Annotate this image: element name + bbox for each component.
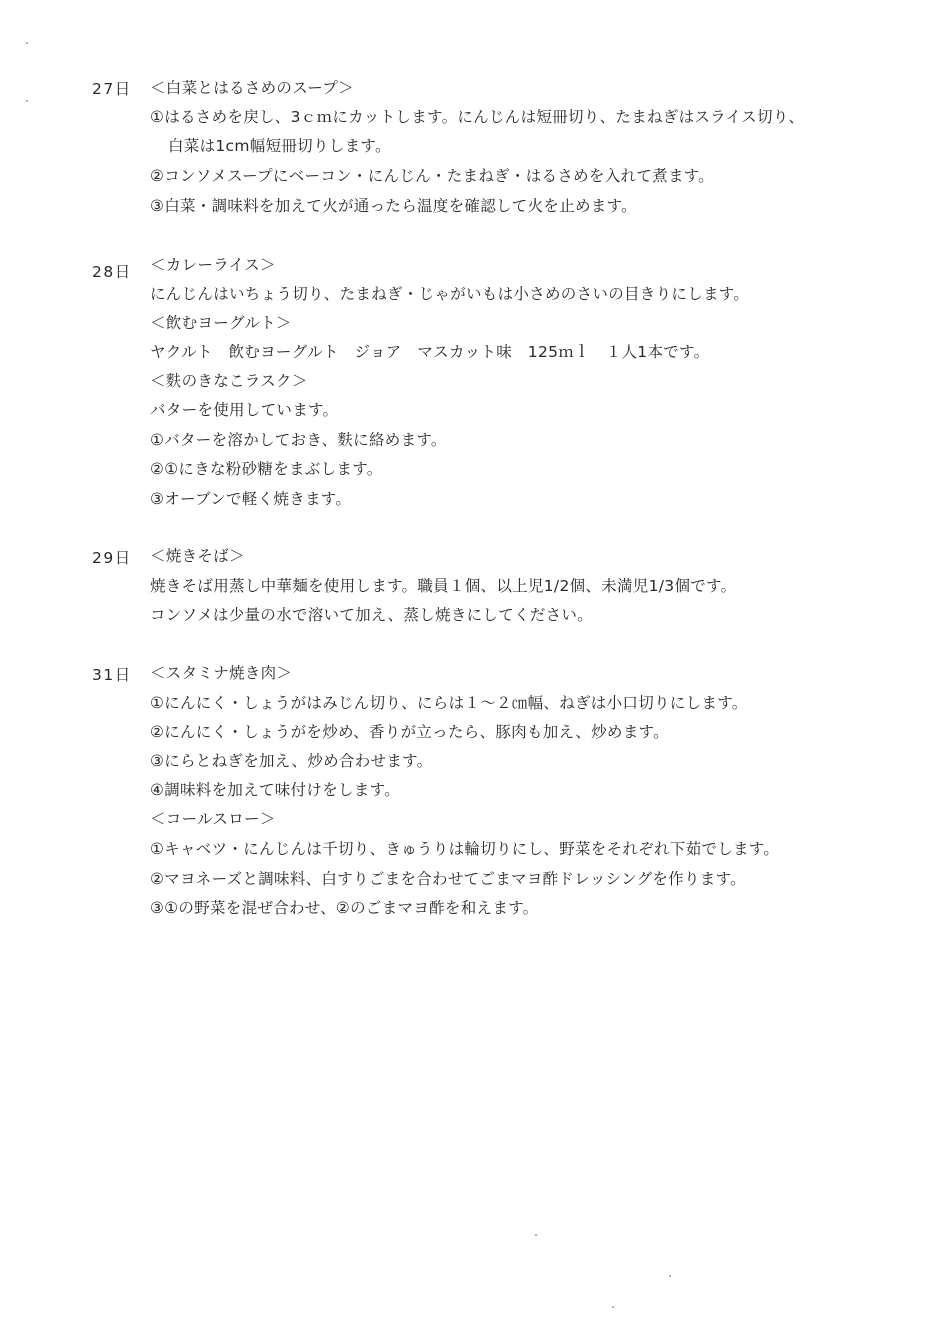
recipe-step: 白菜は1cm幅短冊切りします。 [168,137,391,155]
recipe-step: ヤクルト 飲むヨーグルト ジョア マスカット味 125ｍｌ １人1本です。 [150,343,710,361]
recipe-step: ①バターを溶かしておき、麩に絡めます。 [150,431,447,449]
scan-speck [612,1306,614,1308]
day-label-29: 29日 [92,549,132,567]
recipe-step: コンソメは少量の水で溶いて加え、蒸し焼きにしてください。 [150,606,594,624]
recipe-step: ③白菜・調味料を加えて火が通ったら温度を確認して火を止めます。 [150,197,637,215]
day-label-31: 31日 [92,666,132,684]
menu-title-yakisoba: ＜焼きそば＞ [150,547,245,565]
menu-title-yogurt-drink: ＜飲むヨーグルト＞ [150,314,292,332]
recipe-step: ③①の野菜を混ぜ合わせ、②のごまマヨ酢を和えます。 [150,899,539,917]
recipe-step: ②にんにく・しょうがを炒め、香りが立ったら、豚肉も加え、炒めます。 [150,723,669,741]
menu-title-stamina-yakiniku: ＜スタミナ焼き肉＞ [150,664,293,682]
menu-title-curry-rice: ＜カレーライス＞ [150,256,276,274]
scan-speck [26,100,28,102]
scan-speck [535,1234,537,1236]
menu-title-hakusai-soup: ＜白菜とはるさめのスープ＞ [150,79,354,97]
recipe-step: ②マヨネーズと調味料、白すりごまを合わせてごまマヨ酢ドレッシングを作ります。 [150,870,746,888]
menu-title-coleslaw: ＜コールスロー＞ [150,810,276,828]
day-label-28: 28日 [92,263,132,281]
day-label-27: 27日 [92,80,132,98]
recipe-step: ②コンソメスープにベーコン・にんじん・たまねぎ・はるさめを入れて煮ます。 [150,167,715,185]
menu-title-fu-rusk: ＜麩のきなこラスク＞ [150,372,308,390]
scan-speck [669,1275,671,1277]
recipe-step: ②①にきな粉砂糖をまぶします。 [150,460,383,478]
recipe-step: 焼きそば用蒸し中華麺を使用します。職員１個、以上児1/2個、未満児1/3個です。 [150,577,737,595]
scan-speck [26,42,28,44]
recipe-step: ③にらとねぎを加え、炒め合わせます。 [150,752,433,770]
recipe-step: ①キャベツ・にんじんは千切り、きゅうりは輪切りにし、野菜をそれぞれ下茹でします。 [150,840,780,858]
recipe-step: ④調味料を加えて味付けをします。 [150,781,400,799]
recipe-step: ③オーブンで軽く焼きます。 [150,490,352,508]
recipe-step: ①にんにく・しょうがはみじん切り、にらは１～２㎝幅、ねぎは小口切りにします。 [150,694,748,712]
recipe-step: バターを使用しています。 [150,401,339,419]
recipe-step: にんじんはいちょう切り、たまねぎ・じゃがいもは小さめのさいの目きりにします。 [150,285,750,303]
recipe-step: ①はるさめを戻し、3ｃｍにカットします。にんじんは短冊切り、たまねぎはスライス切り、 [150,108,805,126]
